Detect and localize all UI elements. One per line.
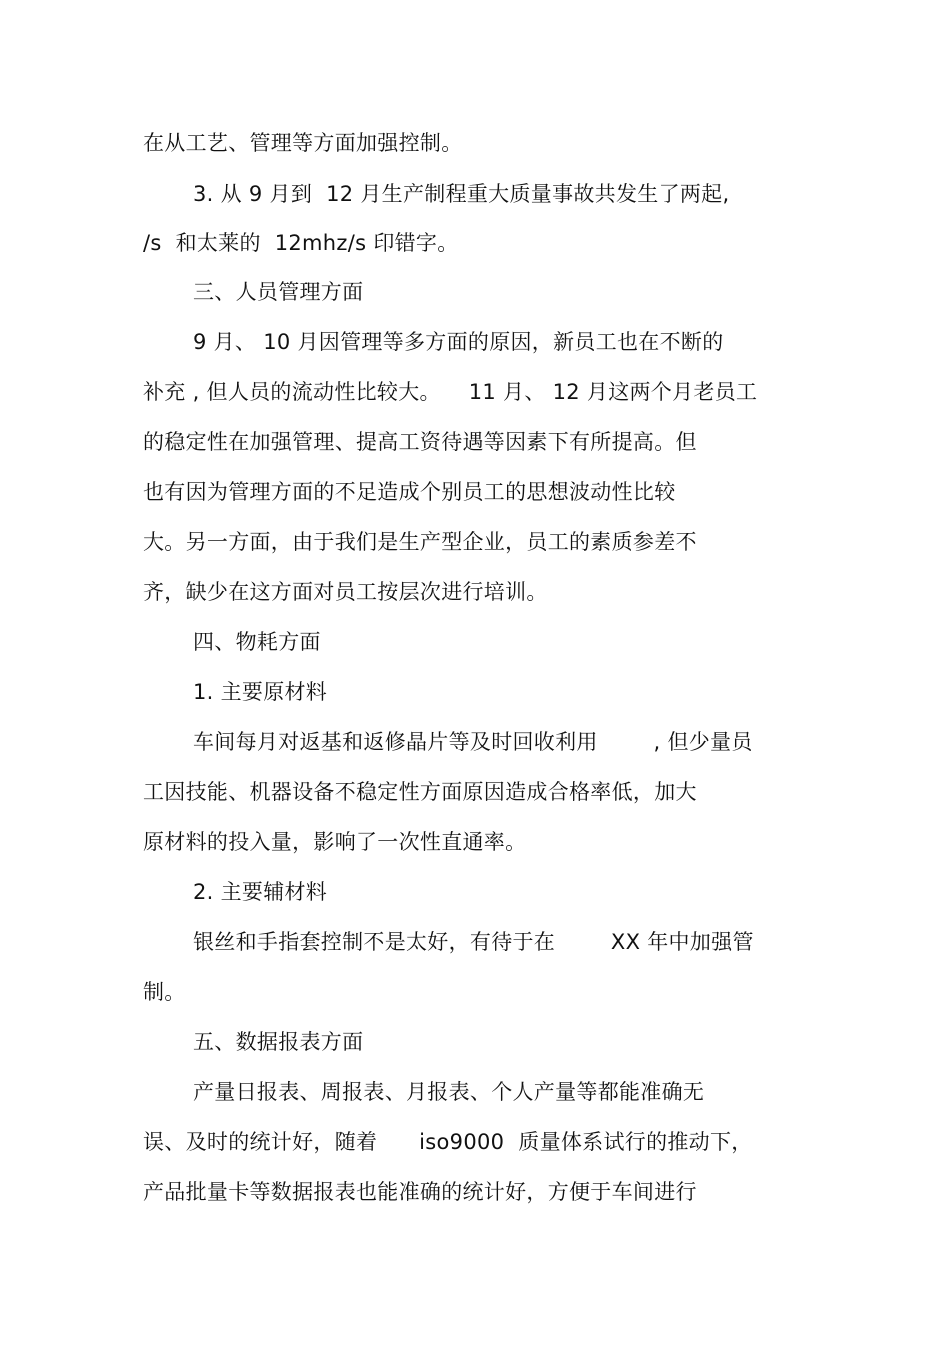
body-text-line: 银丝和手指套控制不是太好，有待于在 XX 年中加强管 — [193, 930, 754, 954]
body-text-line: 大。另一方面，由于我们是生产型企业，员工的素质参差不 — [143, 530, 697, 554]
section-heading-consumption: 四、物耗方面 — [193, 630, 321, 654]
subheading-main-materials: 1. 主要原材料 — [193, 680, 328, 704]
list-item-3: 3. 从 9 月到 12 月生产制程重大质量事故共发生了两起, — [193, 182, 730, 206]
body-text-line: 产量日报表、周报表、月报表、个人产量等都能准确无 — [193, 1080, 705, 1104]
body-text-line: 的稳定性在加强管理、提高工资待遇等因素下有所提高。但 — [143, 430, 697, 454]
body-text-line: 补充 , 但人员的流动性比较大。 11 月、 12 月这两个月老员工 — [143, 380, 758, 404]
body-text-line: 齐，缺少在这方面对员工按层次进行培训。 — [143, 580, 548, 604]
body-text-line: 工因技能、机器设备不稳定性方面原因造成合格率低，加大 — [143, 780, 697, 804]
body-text-line: 车间每月对返基和返修晶片等及时回收利用 , 但少量员 — [193, 730, 753, 754]
body-text-line: 制。 — [143, 980, 186, 1004]
body-text-line: 原材料的投入量，影响了一次性直通率。 — [143, 830, 527, 854]
body-text-line: /s 和太莱的 12mhz/s 印错字。 — [143, 231, 459, 255]
body-text-line: 9 月、 10 月因管理等多方面的原因，新员工也在不断的 — [193, 330, 724, 354]
body-text-line: 也有因为管理方面的不足造成个别员工的思想波动性比较 — [143, 480, 676, 504]
body-text-line: 产品批量卡等数据报表也能准确的统计好，方便于车间进行 — [143, 1180, 697, 1204]
section-heading-reports: 五、数据报表方面 — [193, 1030, 364, 1054]
section-heading-personnel: 三、人员管理方面 — [193, 280, 364, 304]
subheading-auxiliary-materials: 2. 主要辅材料 — [193, 880, 328, 904]
body-text-line: 在从工艺、管理等方面加强控制。 — [143, 131, 463, 155]
body-text-line: 误、及时的统计好，随着 iso9000 质量体系试行的推动下， — [143, 1130, 753, 1154]
